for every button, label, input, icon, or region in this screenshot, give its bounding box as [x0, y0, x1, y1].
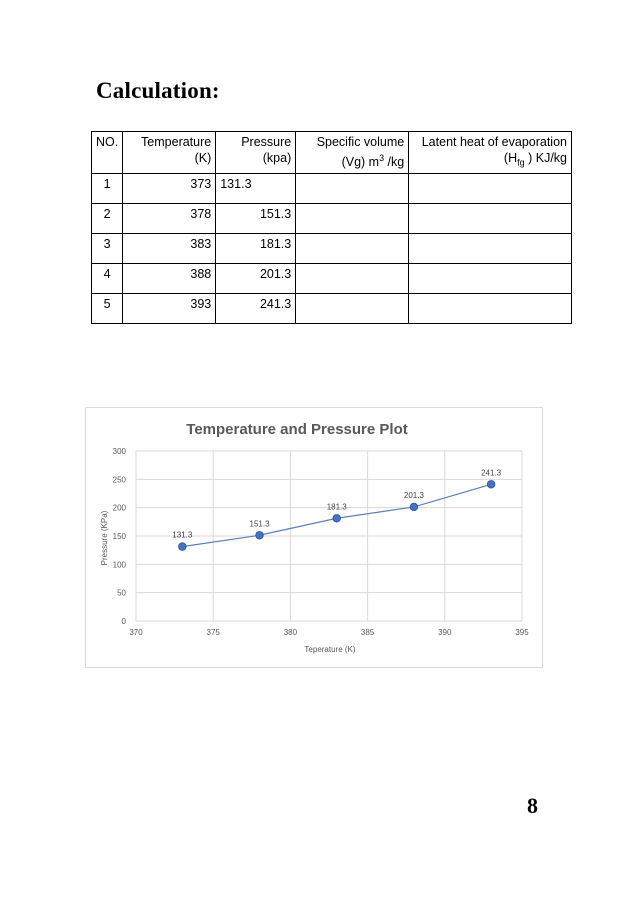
cell-temperature: 373: [123, 173, 216, 203]
cell-latent-heat: [409, 263, 572, 293]
cell-latent-heat: [409, 233, 572, 263]
page-number: 8: [527, 793, 538, 818]
header-pressure: Pressure (kpa): [216, 132, 296, 174]
data-point: [179, 543, 187, 551]
cell-pressure: 241.3: [216, 293, 296, 323]
x-tick-label: 370: [129, 628, 143, 637]
data-label: 241.3: [481, 468, 502, 478]
data-label: 201.3: [403, 490, 424, 500]
cell-specific-volume: [296, 263, 409, 293]
table-row: [92, 203, 572, 233]
table-row: [92, 233, 572, 263]
data-point: [410, 503, 418, 511]
table-header-row: [92, 132, 572, 174]
temperature-pressure-chart: [85, 407, 543, 668]
y-tick-label: 0: [121, 617, 126, 626]
cell-temperature: 378: [123, 203, 216, 233]
cell-temperature: 388: [123, 263, 216, 293]
x-tick-label: 395: [515, 628, 529, 637]
y-tick-label: 100: [112, 560, 126, 570]
data-point: [333, 514, 341, 522]
data-point: [487, 480, 495, 488]
chart-title: Temperature and Pressure Plot: [186, 421, 408, 438]
chart-tick-labels: [113, 447, 530, 637]
table-row: [92, 293, 572, 323]
cell-no: 4: [92, 263, 123, 293]
table-row: [92, 263, 572, 293]
x-tick-label: 385: [360, 628, 375, 637]
data-label: 151.3: [249, 519, 270, 529]
data-point: [256, 531, 264, 539]
y-tick-label: 150: [112, 532, 126, 541]
chart-series: [172, 468, 501, 550]
table-row: [92, 173, 572, 203]
cell-pressure: 151.3: [216, 203, 296, 233]
x-tick-label: 375: [206, 628, 220, 637]
cell-specific-volume: [296, 173, 409, 203]
cell-latent-heat: [409, 293, 572, 323]
cell-no: 2: [92, 203, 123, 233]
cell-specific-volume: [296, 233, 409, 263]
x-tick-label: 380: [283, 628, 298, 637]
y-tick-label: 300: [112, 447, 126, 456]
x-axis-label: Teperature (K): [304, 645, 356, 654]
cell-temperature: 393: [123, 293, 216, 323]
data-label: 131.3: [172, 530, 193, 540]
cell-latent-heat: [409, 173, 572, 203]
cell-specific-volume: [296, 203, 409, 233]
header-temperature: Temperature (K): [123, 132, 216, 174]
data-label: 181.3: [326, 502, 347, 512]
header-no: NO.: [92, 132, 123, 174]
cell-no: 5: [92, 293, 123, 323]
cell-no: 1: [92, 173, 123, 203]
cell-no: 3: [92, 233, 123, 263]
cell-temperature: 383: [123, 233, 216, 263]
cell-specific-volume: [296, 293, 409, 323]
x-tick-label: 390: [438, 628, 452, 637]
chart-gridlines: [136, 451, 522, 621]
cell-pressure: 181.3: [216, 233, 296, 263]
header-latent-heat: Latent heat of evaporation ($H_{fg}$ ) KJ/kg: [409, 132, 572, 174]
calculation-table: [91, 131, 572, 324]
chart-svg: [86, 408, 542, 667]
header-specific-volume: Specific volume (Vg) $m^3$ /kg: [296, 132, 409, 174]
y-tick-label: 200: [112, 503, 126, 513]
cell-pressure: 131.3: [216, 173, 296, 203]
y-axis-label: Pressure (KPa): [100, 510, 109, 566]
cell-latent-heat: [409, 203, 572, 233]
y-tick-label: 50: [117, 588, 126, 598]
cell-pressure: 201.3: [216, 263, 296, 293]
page-title: Calculation:: [96, 78, 220, 103]
y-tick-label: 250: [112, 475, 126, 485]
